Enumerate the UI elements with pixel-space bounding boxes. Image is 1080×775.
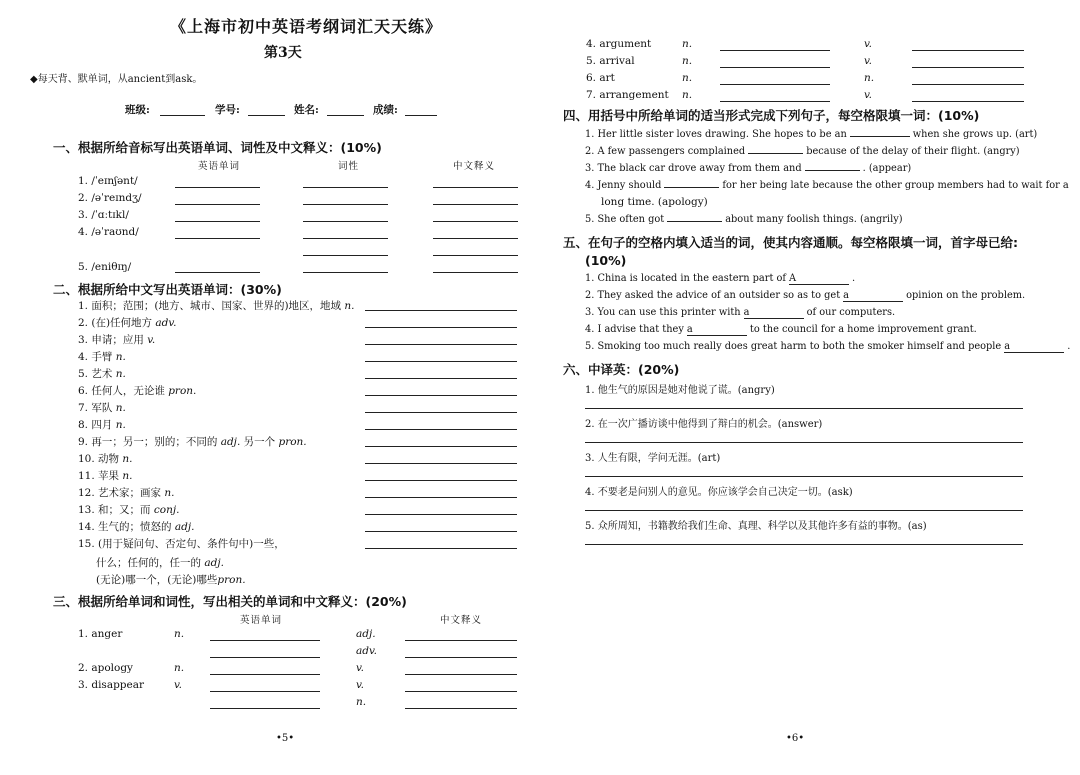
answer-blank[interactable]	[365, 429, 517, 430]
answer-blank[interactable]	[365, 378, 517, 379]
answer-blank[interactable]	[365, 361, 517, 362]
given-pos: n.	[682, 72, 693, 84]
phonetic-4: 4. /əˈraʊnd/	[78, 226, 139, 238]
answer-blank[interactable]	[667, 213, 722, 222]
sentence-end: about many foolish things. (angrily)	[725, 214, 903, 225]
item-extra-pos: pron.	[278, 436, 307, 448]
answer-blank[interactable]	[433, 255, 518, 256]
answer-blank[interactable]	[175, 272, 260, 273]
sec4-item	[585, 213, 903, 225]
item-pos: n.	[115, 368, 126, 380]
sentence-end: . (appear)	[862, 163, 912, 174]
sentence-end: when she grows up. (art)	[912, 129, 1038, 140]
phonetic-2: 2. /əˈreɪndʒ/	[78, 192, 142, 204]
given-pos: n.	[682, 55, 693, 67]
student-id-blank[interactable]	[248, 115, 285, 116]
target-pos: v.	[356, 679, 365, 691]
given-pos: n.	[682, 89, 693, 101]
answer-blank[interactable]	[720, 50, 830, 51]
sec5-item	[585, 273, 855, 285]
answer-blank[interactable]	[365, 412, 517, 413]
sentence-start: 1. Her little sister loves drawing. She hopes to be an	[585, 129, 847, 140]
answer-blank[interactable]	[789, 273, 849, 285]
answer-blank[interactable]	[365, 446, 517, 447]
answer-blank[interactable]	[175, 187, 260, 188]
prompt-text: 3. 人生有限，学问无涯。(art)	[585, 453, 721, 464]
sec1-col-meaning: 中文释义	[453, 161, 496, 172]
item-pos: n.	[115, 419, 126, 431]
sec5-item	[585, 341, 1070, 353]
sentence-end: .	[1067, 341, 1071, 352]
target-pos: n.	[864, 72, 875, 84]
sec2-item-text	[78, 502, 179, 517]
sentence-start: 5. Smoking too much really does great harm to both the smoker himself and people	[585, 341, 1002, 352]
day-label: 第3天	[264, 45, 302, 61]
book-title: 《上海市初中英语考纲词汇天天练》	[170, 17, 443, 36]
answer-line[interactable]	[585, 544, 1023, 545]
given-pos: n.	[174, 628, 185, 640]
answer-blank[interactable]	[303, 187, 388, 188]
item-pos: pron.	[168, 385, 197, 397]
answer-blank[interactable]	[175, 221, 260, 222]
answer-blank[interactable]	[664, 179, 719, 188]
answer-blank[interactable]	[912, 50, 1024, 51]
item-chinese: 11. 苹果	[78, 470, 120, 482]
sec1-col-pos: 词性	[338, 161, 360, 172]
given-word: 4. argument	[586, 38, 652, 50]
name-blank[interactable]	[327, 115, 364, 116]
target-pos: v.	[864, 55, 873, 67]
item-chinese: 6. 任何人，无论谁	[78, 385, 165, 397]
sec2-item-text	[78, 332, 155, 347]
answer-blank[interactable]	[210, 691, 320, 692]
sec2-item-text	[78, 349, 126, 364]
given-word: 1. anger	[78, 628, 123, 640]
item-chinese: 15. (用于疑问句、否定句、条件句中)一些，	[78, 538, 285, 550]
instruction-note: ◆每天背、默单词，从ancient到ask。	[30, 74, 203, 85]
item-chinese: 4. 手臂	[78, 351, 113, 363]
prompt-text: 2. 在一次广播访谈中他得到了辩白的机会。(answer)	[585, 419, 823, 430]
name-label: 姓名:	[294, 104, 319, 116]
answer-line[interactable]	[585, 442, 1023, 443]
sec4-item	[585, 162, 911, 174]
answer-blank[interactable]	[405, 674, 517, 675]
phonetic-1: 1. /ˈeɪnʃənt/	[78, 175, 138, 187]
answer-blank[interactable]	[365, 480, 517, 481]
sec5-item	[585, 324, 977, 336]
item-pos: n.	[115, 402, 126, 414]
class-blank[interactable]	[160, 115, 205, 116]
answer-blank[interactable]	[365, 344, 517, 345]
answer-blank[interactable]	[687, 324, 747, 336]
answer-blank[interactable]	[365, 548, 517, 549]
given-word: 7. arrangement	[586, 89, 669, 101]
sec2-item-text	[78, 315, 176, 330]
answer-blank[interactable]	[720, 84, 830, 85]
answer-blank[interactable]	[433, 272, 518, 273]
sec2-item-text	[78, 383, 196, 398]
sec2-item-text	[78, 485, 175, 500]
initial-letter: a	[843, 290, 849, 301]
answer-blank[interactable]	[365, 395, 517, 396]
answer-line[interactable]	[585, 510, 1023, 511]
initial-letter: a	[1004, 341, 1011, 352]
item-extra: 另一个	[243, 436, 276, 448]
item-chinese: 5. 艺术	[78, 368, 113, 380]
sentence-start: 3. You can use this printer with	[585, 307, 741, 318]
sentence-start: 4. I advise that they	[585, 324, 684, 335]
sentence-start: 2. They asked the advice of an outsider so as to get	[585, 290, 841, 301]
answer-blank[interactable]	[303, 238, 388, 239]
given-pos: v.	[174, 679, 183, 691]
item15-line3: (无论)哪一个，(无论)哪些pron.	[96, 574, 246, 586]
item-chinese: 2. (在)任何地方	[78, 317, 153, 329]
answer-blank[interactable]	[720, 101, 830, 102]
score-label: 成绩:	[373, 104, 398, 116]
class-label: 班级:	[125, 104, 150, 116]
given-word: 2. apology	[78, 662, 133, 674]
section6-heading: 六、中译英：(20%)	[563, 362, 680, 377]
item-pos: n.	[122, 470, 133, 482]
item-pos: n.	[122, 453, 133, 465]
answer-blank[interactable]	[433, 221, 518, 222]
answer-blank[interactable]	[912, 84, 1024, 85]
answer-blank[interactable]	[365, 327, 517, 328]
sec2-item-text	[78, 417, 126, 432]
answer-blank[interactable]	[744, 307, 804, 319]
item-chinese: 1. 面积；范围；(地方、城市、国家、世界的)地区，地域	[78, 300, 342, 312]
sec4-item	[585, 179, 1069, 191]
sec2-item-text	[78, 298, 355, 313]
answer-blank[interactable]	[912, 67, 1024, 68]
answer-blank[interactable]	[850, 128, 910, 137]
answer-line[interactable]	[585, 476, 1023, 477]
given-pos: n.	[174, 662, 185, 674]
target-pos: v.	[356, 662, 365, 674]
sec2-item-text	[78, 400, 126, 415]
sentence-end: opinion on the problem.	[906, 290, 1026, 301]
answer-blank[interactable]	[405, 691, 517, 692]
answer-blank[interactable]	[912, 101, 1024, 102]
target-pos: adj.	[356, 628, 376, 640]
answer-blank[interactable]	[210, 708, 320, 709]
sec1-col-word: 英语单词	[198, 161, 241, 172]
answer-blank[interactable]	[175, 238, 260, 239]
answer-blank[interactable]	[365, 531, 517, 532]
section2-heading: 二、根据所给中文写出英语单词：(30%)	[53, 282, 282, 297]
sentence-end: for her being late because the other group members had to wait for a	[722, 180, 1069, 191]
answer-blank[interactable]	[433, 204, 518, 205]
phonetic-3: 3. /ˈɑːtɪkl/	[78, 209, 129, 221]
answer-blank[interactable]	[210, 674, 320, 675]
answer-line[interactable]	[585, 408, 1023, 409]
prompt-text: 5. 众所周知，书籍教给我们生命、真理、科学以及其他许多有益的事物。(as)	[585, 521, 927, 532]
given-word: 5. arrival	[586, 55, 635, 67]
section1-heading: 一、根据所给音标写出英语单词、词性及中文释义：(10%)	[53, 140, 382, 155]
phonetic-5: 5. /eniθɪŋ/	[78, 261, 132, 273]
target-pos: n.	[356, 696, 367, 708]
prompt-text: 4. 不要老是问别人的意见。你应该学会自己决定一切。(ask)	[585, 487, 853, 498]
item-pos: v.	[147, 334, 156, 346]
answer-blank[interactable]	[303, 204, 388, 205]
sentence-end: because of the delay of their flight. (angry)	[806, 146, 1020, 157]
initial-letter: A	[789, 273, 797, 284]
sec3-col-meaning: 中文释义	[440, 615, 483, 626]
answer-blank[interactable]	[210, 657, 320, 658]
given-word: 6. art	[586, 72, 615, 84]
answer-blank[interactable]	[365, 310, 517, 311]
item-pos: n.	[164, 487, 175, 499]
sec4-item	[585, 128, 1037, 140]
answer-blank[interactable]	[210, 640, 320, 641]
sec3-col-word: 英语单词	[240, 615, 283, 626]
sec4-item	[585, 145, 1020, 157]
sec2-item-text	[78, 468, 133, 483]
answer-blank[interactable]	[303, 272, 388, 273]
item-chinese: 8. 四月	[78, 419, 113, 431]
sec5-item	[585, 307, 895, 319]
section5-heading-percent: (10%)	[585, 253, 627, 268]
item-pos: adj.	[220, 436, 241, 448]
student-id-label: 学号:	[215, 104, 240, 116]
prompt-text: 1. 他生气的原因是她对他说了谎。(angry)	[585, 385, 775, 396]
sentence-start: 3. The black car drove away from them and	[585, 163, 802, 174]
answer-blank[interactable]	[405, 640, 517, 641]
answer-blank[interactable]	[365, 514, 517, 515]
answer-blank[interactable]	[805, 162, 860, 171]
answer-blank[interactable]	[1004, 341, 1064, 353]
given-word: 3. disappear	[78, 679, 145, 691]
item-chinese: 7. 军队	[78, 402, 113, 414]
answer-blank[interactable]	[303, 255, 388, 256]
item15-line2: 什么；任何的，任一的 adj.	[96, 557, 224, 569]
page-number: •6•	[786, 733, 805, 744]
sentence-start: 1. China is located in the eastern part of	[585, 273, 787, 284]
item-chinese: 12. 艺术家；画家	[78, 487, 162, 499]
sentence-start: 2. A few passengers complained	[585, 146, 746, 157]
answer-blank[interactable]	[433, 238, 518, 239]
answer-blank[interactable]	[303, 221, 388, 222]
given-pos: n.	[682, 38, 693, 50]
target-pos: v.	[864, 89, 873, 101]
target-pos: v.	[864, 38, 873, 50]
sec2-item-text	[78, 519, 194, 534]
right-page	[540, 0, 1080, 775]
answer-blank[interactable]	[405, 657, 517, 658]
sentence-end: to the council for a home improvement grant.	[749, 324, 977, 335]
item-pos: conj.	[153, 504, 180, 516]
page-number: •5•	[276, 733, 295, 744]
item-chinese: 14. 生气的；愤怒的	[78, 521, 172, 533]
sec2-item-text	[78, 536, 285, 551]
sec2-item-text	[78, 451, 133, 466]
sec5-item	[585, 290, 1025, 302]
section5-heading: 五、在句子的空格内填入适当的词，使其内容通顺。每空格限填一词，首字母已给:	[563, 235, 1019, 250]
sentence-end: of our computers.	[806, 307, 896, 318]
section4-heading: 四、用括号中所给单词的适当形式完成下列句子，每空格限填一词：(10%)	[563, 108, 980, 123]
answer-blank[interactable]	[720, 67, 830, 68]
sec2-item-text	[78, 366, 126, 381]
answer-blank[interactable]	[748, 145, 803, 154]
answer-blank[interactable]	[405, 708, 517, 709]
initial-letter: a	[686, 324, 693, 335]
answer-blank[interactable]	[175, 204, 260, 205]
target-pos: adv.	[356, 645, 378, 657]
sentence-start: 5. She often got	[585, 214, 665, 225]
initial-letter: a	[743, 307, 750, 318]
item-pos: n.	[115, 351, 126, 363]
sentence-end: .	[852, 273, 856, 284]
item-chinese: 3. 申请；应用	[78, 334, 144, 346]
section3-heading: 三、根据所给单词和词性，写出相关的单词和中文释义：(20%)	[53, 594, 407, 609]
item-pos: n.	[344, 300, 355, 312]
score-blank[interactable]	[405, 115, 437, 116]
answer-blank[interactable]	[843, 290, 903, 302]
answer-blank[interactable]	[365, 497, 517, 498]
item-chinese: 9. 再一；另一；别的；不同的	[78, 436, 218, 448]
item-chinese: 13. 和；又；而	[78, 504, 151, 516]
answer-blank[interactable]	[365, 463, 517, 464]
item-pos: adv.	[155, 317, 177, 329]
sec4-item4-line2: long time. (apology)	[601, 196, 708, 208]
answer-blank[interactable]	[433, 187, 518, 188]
sentence-start: 4. Jenny should	[585, 180, 662, 191]
item-chinese: 10. 动物	[78, 453, 120, 465]
item-pos: adj.	[174, 521, 195, 533]
sec2-item-text	[78, 434, 307, 449]
